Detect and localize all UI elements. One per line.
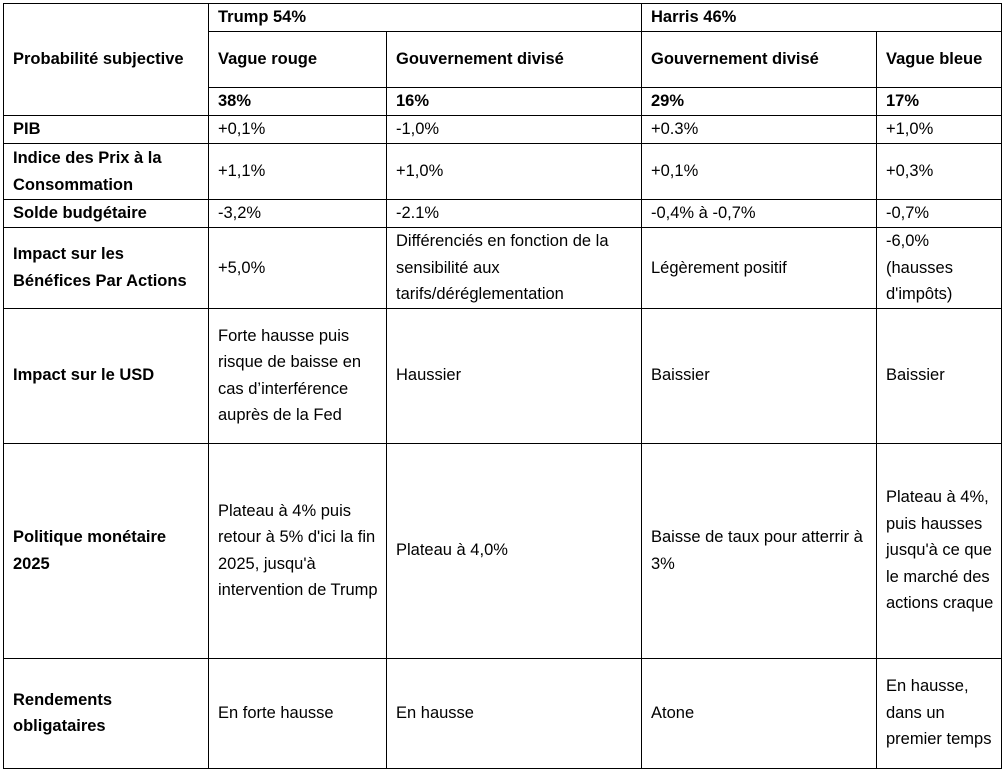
row-label: Impact sur les Bénéfices Par Actions	[4, 228, 209, 309]
scenario-blue-wave: Vague bleue	[877, 32, 1002, 88]
table-cell: Différenciés en fonction de la sensibilité aux tarifs/déréglementation	[387, 228, 642, 309]
table-cell: Plateau à 4,0%	[387, 443, 642, 658]
probability-red-wave: 38%	[209, 88, 387, 116]
trump-header-cell: Trump 54%	[209, 4, 642, 32]
probability-blue-wave: 17%	[877, 88, 1002, 116]
table-cell: +0,1%	[209, 116, 387, 144]
table-cell: Atone	[642, 658, 877, 768]
table-cell: En forte hausse	[209, 658, 387, 768]
table-row-bond-yields	[4, 658, 1002, 768]
row-label: Rendements obligataires	[4, 658, 209, 768]
table-row-budget	[4, 200, 1002, 228]
table-cell: +1,0%	[877, 116, 1002, 144]
table-cell: En hausse, dans un premier temps	[877, 658, 1002, 768]
table-cell: -3,2%	[209, 200, 387, 228]
row-label: Solde budgétaire	[4, 200, 209, 228]
table-cell: Haussier	[387, 308, 642, 443]
table-cell: Forte hausse puis risque de baisse en cas d’interférence auprès de la Fed	[209, 308, 387, 443]
table-cell: +5,0%	[209, 228, 387, 309]
table-row-pib	[4, 116, 1002, 144]
probability-harris-divided: 29%	[642, 88, 877, 116]
table-cell: -1,0%	[387, 116, 642, 144]
table-cell: En hausse	[387, 658, 642, 768]
table-cell: +0.3%	[642, 116, 877, 144]
row-label: Politique monétaire 2025	[4, 443, 209, 658]
table-cell: Baissier	[642, 308, 877, 443]
table-cell: Baisse de taux pour atterrir à 3%	[642, 443, 877, 658]
table-cell: -6,0% (hausses d'impôts)	[877, 228, 1002, 309]
table-cell: +0,1%	[642, 144, 877, 200]
table-cell: Légèrement positif	[642, 228, 877, 309]
table-cell: -0,4% à -0,7%	[642, 200, 877, 228]
table-cell: -0,7%	[877, 200, 1002, 228]
probability-label-cell: Probabilité subjective	[4, 4, 209, 116]
scenario-trump-divided: Gouvernement divisé	[387, 32, 642, 88]
table-cell: +0,3%	[877, 144, 1002, 200]
row-label: PIB	[4, 116, 209, 144]
table-cell: +1,1%	[209, 144, 387, 200]
table-cell: -2.1%	[387, 200, 642, 228]
probability-trump-divided: 16%	[387, 88, 642, 116]
row-label: Indice des Prix à la Consommation	[4, 144, 209, 200]
table-row-monetary-policy	[4, 443, 1002, 658]
table-cell: +1,0%	[387, 144, 642, 200]
table-row-ipc	[4, 144, 1002, 200]
table-row-eps	[4, 228, 1002, 309]
table-cell: Plateau à 4%, puis hausses jusqu'à ce que le marché des actions craque	[877, 443, 1002, 658]
row-label: Impact sur le USD	[4, 308, 209, 443]
table-cell: Plateau à 4% puis retour à 5% d'ici la fin 2025, jusqu'à intervention de Trump	[209, 443, 387, 658]
candidate-header-row	[4, 4, 1002, 32]
table-cell: Baissier	[877, 308, 1002, 443]
scenario-harris-divided: Gouvernement divisé	[642, 32, 877, 88]
scenario-red-wave: Vague rouge	[209, 32, 387, 88]
harris-header-cell: Harris 46%	[642, 4, 1002, 32]
election-scenarios-table	[3, 3, 1002, 769]
table-row-usd	[4, 308, 1002, 443]
